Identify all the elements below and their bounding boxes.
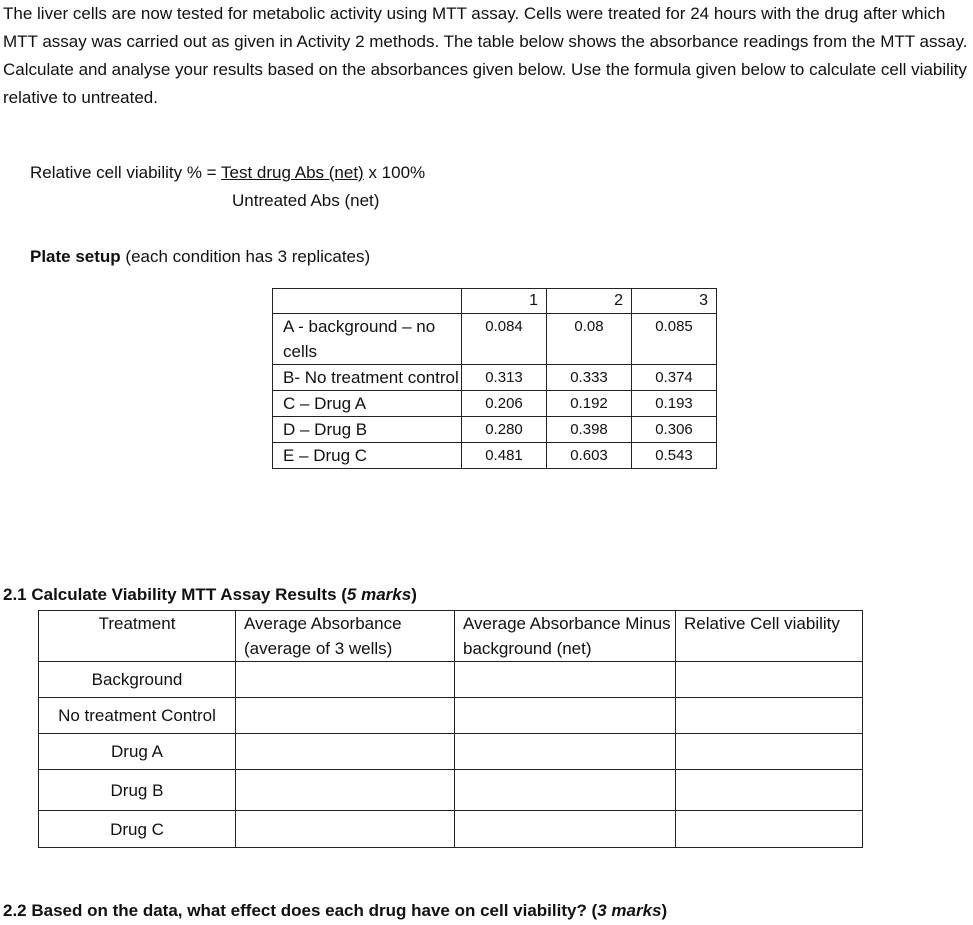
plate-cell: 0.084 — [462, 314, 547, 365]
results-answer-cell[interactable] — [676, 770, 863, 811]
plate-row-label: B- No treatment control — [273, 365, 462, 391]
results-answer-cell[interactable] — [236, 734, 455, 770]
intro-paragraph: The liver cells are now tested for metabolic activity using MTT assay. Cells were treated for 24 hours with the drug after which MTT assay was carried out as given in Activity 2 methods. The table below shows the absorbance readings from the MTT assay. Calculate and analyse your results based on the absorbances given below. Use the formula given below to calculate cell viability relative to untreated. — [3, 4, 968, 107]
formula-lhs: Relative cell viability % = — [30, 163, 222, 182]
plate-row-label: A - background – no cells — [273, 314, 462, 365]
viability-formula — [30, 159, 426, 210]
plate-row — [273, 365, 717, 391]
plate-row-label: D – Drug B — [273, 417, 462, 443]
formula-numerator: Test drug Abs (net) — [221, 163, 364, 182]
results-row — [39, 734, 863, 770]
results-row — [39, 770, 863, 811]
question-2-2-marks: 3 marks — [597, 901, 662, 920]
results-row — [39, 698, 863, 734]
plate-setup-title-bold: Plate setup — [30, 247, 121, 266]
plate-cell: 0.192 — [547, 391, 632, 417]
results-header-viability: Relative Cell viability — [676, 611, 863, 662]
question-2-2 — [3, 897, 667, 925]
results-row-label: Drug B — [39, 770, 236, 811]
results-header-avg: Average Absorbance (average of 3 wells) — [236, 611, 455, 662]
plate-cell: 0.280 — [462, 417, 547, 443]
formula-multiplier: x 100% — [363, 163, 426, 182]
results-row — [39, 662, 863, 698]
plate-corner-cell — [273, 289, 462, 314]
plate-cell: 0.313 — [462, 365, 547, 391]
plate-setup-title — [30, 243, 370, 271]
question-2-2-text: 2.2 Based on the data, what effect does each drug have on cell viability? ( — [3, 901, 598, 920]
results-answer-cell[interactable] — [236, 698, 455, 734]
plate-row — [273, 417, 717, 443]
question-2-1 — [3, 581, 417, 609]
results-row-label: Drug A — [39, 734, 236, 770]
results-row-label: Drug C — [39, 811, 236, 848]
results-answer-cell[interactable] — [455, 811, 676, 848]
plate-col-header: 2 — [547, 289, 632, 314]
question-2-1-text: 2.1 Calculate Viability MTT Assay Results ( — [3, 585, 347, 604]
results-row-label: Background — [39, 662, 236, 698]
plate-row — [273, 314, 717, 365]
plate-col-header: 3 — [632, 289, 717, 314]
plate-row-label: C – Drug A — [273, 391, 462, 417]
plate-setup-title-rest: (each condition has 3 replicates) — [120, 247, 371, 266]
plate-setup-table — [272, 288, 717, 469]
plate-cell: 0.193 — [632, 391, 717, 417]
results-answer-cell[interactable] — [236, 811, 455, 848]
results-answer-cell[interactable] — [455, 734, 676, 770]
plate-cell: 0.481 — [462, 443, 547, 469]
plate-header-row — [273, 289, 717, 314]
results-table — [38, 610, 863, 848]
results-answer-cell[interactable] — [455, 698, 676, 734]
results-row — [39, 811, 863, 848]
plate-cell: 0.603 — [547, 443, 632, 469]
plate-cell: 0.085 — [632, 314, 717, 365]
results-answer-cell[interactable] — [676, 662, 863, 698]
plate-cell: 0.306 — [632, 417, 717, 443]
plate-cell: 0.08 — [547, 314, 632, 365]
plate-cell: 0.398 — [547, 417, 632, 443]
plate-col-header: 1 — [462, 289, 547, 314]
question-2-1-marks: 5 marks — [346, 585, 412, 604]
plate-cell: 0.374 — [632, 365, 717, 391]
results-header-net: Average Absorbance Minus background (net) — [455, 611, 676, 662]
results-answer-cell[interactable] — [455, 770, 676, 811]
plate-row — [273, 443, 717, 469]
plate-row — [273, 391, 717, 417]
results-answer-cell[interactable] — [676, 811, 863, 848]
question-2-2-close: ) — [661, 901, 668, 920]
plate-cell: 0.543 — [632, 443, 717, 469]
plate-cell: 0.333 — [547, 365, 632, 391]
results-answer-cell[interactable] — [236, 770, 455, 811]
results-header-treatment: Treatment — [39, 611, 236, 662]
results-header-row — [39, 611, 863, 662]
question-2-1-close: ) — [411, 585, 417, 604]
plate-cell: 0.206 — [462, 391, 547, 417]
plate-row-label: E – Drug C — [273, 443, 462, 469]
results-row-label: No treatment Control — [39, 698, 236, 734]
results-answer-cell[interactable] — [455, 662, 676, 698]
results-answer-cell[interactable] — [676, 734, 863, 770]
formula-denominator: Untreated Abs (net) — [232, 191, 380, 210]
results-answer-cell[interactable] — [676, 698, 863, 734]
results-answer-cell[interactable] — [236, 662, 455, 698]
